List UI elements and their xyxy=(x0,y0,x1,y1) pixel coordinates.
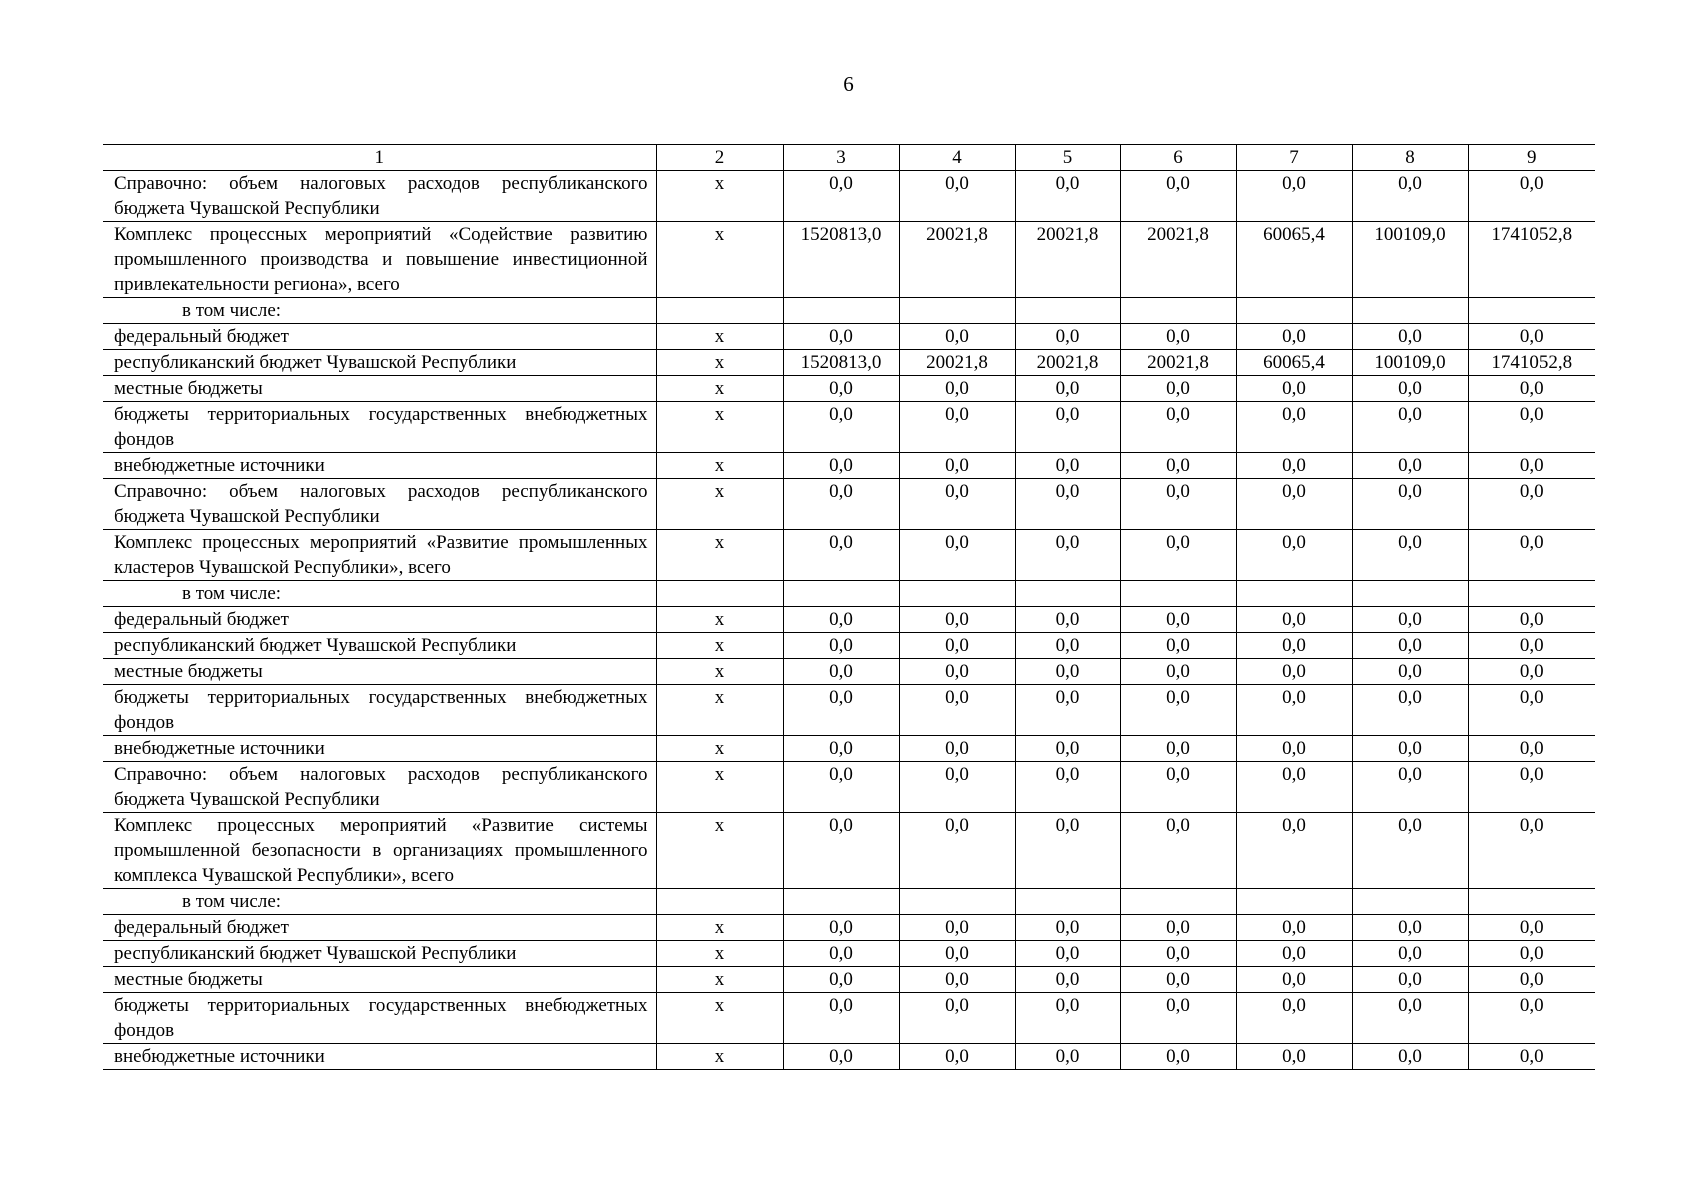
value-cell: 0,0 xyxy=(1236,762,1352,813)
row-label: Комплекс процессных мероприятий «Развитие промышленных кластеров Чувашской Республики», всего xyxy=(103,530,656,581)
value-cell: 20021,8 xyxy=(1015,222,1120,298)
row-label: бюджеты территориальных государственных внебюджетных фондов xyxy=(103,993,656,1044)
value-cell: 0,0 xyxy=(1352,736,1468,762)
row-label: Комплекс процессных мероприятий «Содействие развитию промышленного производства и повышение инвестиционной привлекательности региона», всего xyxy=(103,222,656,298)
value-cell: 0,0 xyxy=(1236,1044,1352,1070)
value-cell: 0,0 xyxy=(1120,993,1236,1044)
value-cell xyxy=(1120,889,1236,915)
value-cell: 0,0 xyxy=(1015,659,1120,685)
value-cell: 0,0 xyxy=(899,171,1015,222)
column-2-cell: х xyxy=(656,171,783,222)
value-cell: 0,0 xyxy=(899,376,1015,402)
value-cell: 0,0 xyxy=(899,479,1015,530)
column-2-cell: х xyxy=(656,324,783,350)
value-cell: 0,0 xyxy=(1015,530,1120,581)
column-2-cell: х xyxy=(656,941,783,967)
value-cell: 0,0 xyxy=(1352,1044,1468,1070)
value-cell: 60065,4 xyxy=(1236,222,1352,298)
value-cell: 0,0 xyxy=(783,633,899,659)
value-cell: 0,0 xyxy=(1236,736,1352,762)
value-cell: 0,0 xyxy=(1015,171,1120,222)
value-cell xyxy=(1468,298,1595,324)
table-row xyxy=(103,171,1595,222)
value-cell: 0,0 xyxy=(783,736,899,762)
value-cell: 1741052,8 xyxy=(1468,222,1595,298)
value-cell: 0,0 xyxy=(899,453,1015,479)
value-cell xyxy=(1015,298,1120,324)
row-label: Комплекс процессных мероприятий «Развитие системы промышленной безопасности в организациях промышленного комплекса Чувашской Республики», всего xyxy=(103,813,656,889)
value-cell: 0,0 xyxy=(1352,324,1468,350)
value-cell: 0,0 xyxy=(899,659,1015,685)
column-2-cell: х xyxy=(656,659,783,685)
value-cell: 0,0 xyxy=(1352,479,1468,530)
value-cell: 0,0 xyxy=(1468,813,1595,889)
value-cell: 0,0 xyxy=(899,993,1015,1044)
column-2-cell: х xyxy=(656,222,783,298)
table-row xyxy=(103,762,1595,813)
column-2-cell xyxy=(656,889,783,915)
value-cell: 100109,0 xyxy=(1352,222,1468,298)
value-cell: 0,0 xyxy=(1236,479,1352,530)
value-cell: 0,0 xyxy=(783,762,899,813)
row-label: республиканский бюджет Чувашской Республики xyxy=(103,941,656,967)
column-2-cell: х xyxy=(656,813,783,889)
value-cell: 0,0 xyxy=(1120,479,1236,530)
value-cell: 0,0 xyxy=(1015,633,1120,659)
row-label: бюджеты территориальных государственных внебюджетных фондов xyxy=(103,685,656,736)
value-cell xyxy=(1468,889,1595,915)
row-label: внебюджетные источники xyxy=(103,1044,656,1070)
value-cell: 0,0 xyxy=(1352,633,1468,659)
value-cell: 0,0 xyxy=(1120,915,1236,941)
page-number: 6 xyxy=(843,72,854,96)
value-cell: 0,0 xyxy=(783,915,899,941)
value-cell: 0,0 xyxy=(1352,813,1468,889)
value-cell: 0,0 xyxy=(1015,685,1120,736)
value-cell: 0,0 xyxy=(1015,479,1120,530)
value-cell xyxy=(1120,581,1236,607)
value-cell: 0,0 xyxy=(1352,453,1468,479)
value-cell xyxy=(783,298,899,324)
value-cell: 0,0 xyxy=(783,171,899,222)
subheading-label: в том числе: xyxy=(103,298,656,324)
table-row xyxy=(103,324,1595,350)
row-label: Справочно: объем налоговых расходов республиканского бюджета Чувашской Республики xyxy=(103,762,656,813)
value-cell: 0,0 xyxy=(1468,659,1595,685)
value-cell: 0,0 xyxy=(899,402,1015,453)
value-cell: 0,0 xyxy=(1352,376,1468,402)
value-cell: 0,0 xyxy=(1236,685,1352,736)
value-cell: 0,0 xyxy=(1468,1044,1595,1070)
column-number-5: 5 xyxy=(1015,145,1120,171)
table-row xyxy=(103,685,1595,736)
row-label: внебюджетные источники xyxy=(103,736,656,762)
value-cell: 0,0 xyxy=(1120,453,1236,479)
value-cell: 0,0 xyxy=(783,813,899,889)
column-2-cell: х xyxy=(656,350,783,376)
value-cell: 0,0 xyxy=(1468,402,1595,453)
value-cell: 0,0 xyxy=(1120,1044,1236,1070)
value-cell: 0,0 xyxy=(899,530,1015,581)
value-cell: 0,0 xyxy=(1120,967,1236,993)
value-cell: 0,0 xyxy=(1236,376,1352,402)
value-cell: 0,0 xyxy=(1236,967,1352,993)
value-cell: 0,0 xyxy=(1468,607,1595,633)
value-cell: 0,0 xyxy=(1468,736,1595,762)
value-cell xyxy=(1236,581,1352,607)
subheading-label: в том числе: xyxy=(103,581,656,607)
table-row xyxy=(103,607,1595,633)
value-cell xyxy=(783,889,899,915)
value-cell: 20021,8 xyxy=(899,222,1015,298)
table-row xyxy=(103,633,1595,659)
table-row xyxy=(103,376,1595,402)
column-number-4: 4 xyxy=(899,145,1015,171)
value-cell: 0,0 xyxy=(1120,685,1236,736)
value-cell: 0,0 xyxy=(1352,993,1468,1044)
value-cell: 0,0 xyxy=(899,607,1015,633)
value-cell: 0,0 xyxy=(783,530,899,581)
table-row xyxy=(103,941,1595,967)
value-cell: 0,0 xyxy=(1236,402,1352,453)
value-cell: 0,0 xyxy=(1120,762,1236,813)
value-cell: 0,0 xyxy=(783,941,899,967)
column-2-cell: х xyxy=(656,530,783,581)
table-row xyxy=(103,530,1595,581)
value-cell: 0,0 xyxy=(1015,762,1120,813)
value-cell: 0,0 xyxy=(1236,633,1352,659)
value-cell: 0,0 xyxy=(1120,530,1236,581)
value-cell: 0,0 xyxy=(1352,659,1468,685)
value-cell: 0,0 xyxy=(1015,324,1120,350)
value-cell: 0,0 xyxy=(1468,376,1595,402)
row-label: местные бюджеты xyxy=(103,659,656,685)
row-label: федеральный бюджет xyxy=(103,915,656,941)
value-cell: 0,0 xyxy=(783,453,899,479)
value-cell: 0,0 xyxy=(899,633,1015,659)
column-number-3: 3 xyxy=(783,145,899,171)
value-cell xyxy=(1236,298,1352,324)
value-cell xyxy=(1120,298,1236,324)
column-2-cell: х xyxy=(656,685,783,736)
subheading-row xyxy=(103,581,1595,607)
value-cell: 0,0 xyxy=(1468,941,1595,967)
table-row xyxy=(103,222,1595,298)
row-label: федеральный бюджет xyxy=(103,607,656,633)
table-row xyxy=(103,1044,1595,1070)
column-number-8: 8 xyxy=(1352,145,1468,171)
value-cell xyxy=(783,581,899,607)
value-cell: 0,0 xyxy=(1120,659,1236,685)
column-number-9: 9 xyxy=(1468,145,1595,171)
value-cell: 0,0 xyxy=(1015,967,1120,993)
value-cell: 60065,4 xyxy=(1236,350,1352,376)
column-2-cell: х xyxy=(656,762,783,813)
value-cell xyxy=(1352,581,1468,607)
subheading-row xyxy=(103,298,1595,324)
subheading-label: в том числе: xyxy=(103,889,656,915)
value-cell: 0,0 xyxy=(1120,736,1236,762)
value-cell: 0,0 xyxy=(1468,967,1595,993)
value-cell xyxy=(899,581,1015,607)
value-cell: 0,0 xyxy=(1120,813,1236,889)
column-2-cell: х xyxy=(656,633,783,659)
column-2-cell: х xyxy=(656,402,783,453)
value-cell: 100109,0 xyxy=(1352,350,1468,376)
row-label: республиканский бюджет Чувашской Республики xyxy=(103,350,656,376)
column-2-cell xyxy=(656,298,783,324)
column-2-cell: х xyxy=(656,967,783,993)
value-cell: 0,0 xyxy=(1468,993,1595,1044)
value-cell: 0,0 xyxy=(783,1044,899,1070)
value-cell: 0,0 xyxy=(1352,171,1468,222)
value-cell: 0,0 xyxy=(899,685,1015,736)
value-cell: 0,0 xyxy=(1120,324,1236,350)
value-cell: 1520813,0 xyxy=(783,350,899,376)
value-cell: 0,0 xyxy=(1352,530,1468,581)
row-label: республиканский бюджет Чувашской Республики xyxy=(103,633,656,659)
value-cell: 0,0 xyxy=(899,1044,1015,1070)
table-row xyxy=(103,813,1595,889)
value-cell: 0,0 xyxy=(899,967,1015,993)
value-cell: 0,0 xyxy=(1015,376,1120,402)
row-label: внебюджетные источники xyxy=(103,453,656,479)
row-label: местные бюджеты xyxy=(103,376,656,402)
header-row xyxy=(103,145,1595,171)
column-number-1: 1 xyxy=(103,145,656,171)
value-cell: 0,0 xyxy=(1236,993,1352,1044)
table-row xyxy=(103,453,1595,479)
value-cell: 0,0 xyxy=(1236,659,1352,685)
value-cell: 0,0 xyxy=(783,479,899,530)
column-2-cell: х xyxy=(656,607,783,633)
table-row xyxy=(103,479,1595,530)
value-cell: 0,0 xyxy=(1120,402,1236,453)
value-cell: 0,0 xyxy=(899,324,1015,350)
value-cell: 0,0 xyxy=(1352,685,1468,736)
value-cell: 0,0 xyxy=(783,967,899,993)
value-cell: 0,0 xyxy=(899,762,1015,813)
value-cell: 0,0 xyxy=(899,736,1015,762)
value-cell: 0,0 xyxy=(1120,376,1236,402)
value-cell: 0,0 xyxy=(1015,453,1120,479)
value-cell: 0,0 xyxy=(1352,915,1468,941)
value-cell: 0,0 xyxy=(783,659,899,685)
table-row xyxy=(103,736,1595,762)
value-cell: 0,0 xyxy=(1468,915,1595,941)
value-cell: 0,0 xyxy=(899,941,1015,967)
value-cell: 0,0 xyxy=(783,993,899,1044)
value-cell: 0,0 xyxy=(899,915,1015,941)
column-2-cell: х xyxy=(656,453,783,479)
value-cell xyxy=(1015,889,1120,915)
column-2-cell: х xyxy=(656,376,783,402)
value-cell: 0,0 xyxy=(1015,941,1120,967)
value-cell: 0,0 xyxy=(1015,402,1120,453)
value-cell: 0,0 xyxy=(1015,607,1120,633)
value-cell: 0,0 xyxy=(783,324,899,350)
row-label: бюджеты территориальных государственных внебюджетных фондов xyxy=(103,402,656,453)
value-cell: 0,0 xyxy=(1352,402,1468,453)
value-cell: 0,0 xyxy=(1015,813,1120,889)
value-cell xyxy=(899,298,1015,324)
value-cell: 0,0 xyxy=(1236,530,1352,581)
value-cell: 0,0 xyxy=(1236,915,1352,941)
value-cell: 0,0 xyxy=(1120,607,1236,633)
value-cell: 0,0 xyxy=(783,607,899,633)
column-2-cell: х xyxy=(656,915,783,941)
value-cell: 0,0 xyxy=(1468,479,1595,530)
value-cell: 0,0 xyxy=(783,376,899,402)
value-cell: 1741052,8 xyxy=(1468,350,1595,376)
row-label: местные бюджеты xyxy=(103,967,656,993)
value-cell xyxy=(1352,889,1468,915)
table-row xyxy=(103,967,1595,993)
value-cell: 0,0 xyxy=(1015,1044,1120,1070)
table-row xyxy=(103,659,1595,685)
value-cell: 0,0 xyxy=(1352,762,1468,813)
table-row xyxy=(103,993,1595,1044)
column-2-cell: х xyxy=(656,736,783,762)
column-number-7: 7 xyxy=(1236,145,1352,171)
column-number-6: 6 xyxy=(1120,145,1236,171)
value-cell: 0,0 xyxy=(1468,685,1595,736)
value-cell: 0,0 xyxy=(1236,607,1352,633)
value-cell: 0,0 xyxy=(899,813,1015,889)
value-cell: 0,0 xyxy=(1468,530,1595,581)
value-cell xyxy=(1015,581,1120,607)
column-2-cell: х xyxy=(656,993,783,1044)
table-row xyxy=(103,402,1595,453)
column-number-2: 2 xyxy=(656,145,783,171)
value-cell: 0,0 xyxy=(1120,941,1236,967)
value-cell xyxy=(1352,298,1468,324)
value-cell: 0,0 xyxy=(1468,171,1595,222)
value-cell: 0,0 xyxy=(1120,633,1236,659)
value-cell: 0,0 xyxy=(783,402,899,453)
value-cell: 1520813,0 xyxy=(783,222,899,298)
table-row xyxy=(103,350,1595,376)
value-cell: 0,0 xyxy=(1015,736,1120,762)
value-cell: 0,0 xyxy=(1352,967,1468,993)
row-label: федеральный бюджет xyxy=(103,324,656,350)
value-cell: 0,0 xyxy=(783,685,899,736)
column-2-cell: х xyxy=(656,479,783,530)
value-cell: 0,0 xyxy=(1352,607,1468,633)
value-cell: 20021,8 xyxy=(899,350,1015,376)
value-cell: 0,0 xyxy=(1468,762,1595,813)
table-row xyxy=(103,915,1595,941)
value-cell xyxy=(1468,581,1595,607)
row-label: Справочно: объем налоговых расходов республиканского бюджета Чувашской Республики xyxy=(103,171,656,222)
table-body xyxy=(103,145,1595,1070)
value-cell: 0,0 xyxy=(1236,941,1352,967)
value-cell xyxy=(1236,889,1352,915)
value-cell: 0,0 xyxy=(1352,941,1468,967)
value-cell: 0,0 xyxy=(1236,324,1352,350)
value-cell: 0,0 xyxy=(1236,453,1352,479)
value-cell: 0,0 xyxy=(1120,171,1236,222)
value-cell: 0,0 xyxy=(1015,993,1120,1044)
value-cell: 0,0 xyxy=(1468,324,1595,350)
column-2-cell: х xyxy=(656,1044,783,1070)
value-cell: 0,0 xyxy=(1015,915,1120,941)
row-label: Справочно: объем налоговых расходов республиканского бюджета Чувашской Республики xyxy=(103,479,656,530)
value-cell: 0,0 xyxy=(1468,453,1595,479)
value-cell: 0,0 xyxy=(1236,171,1352,222)
value-cell: 0,0 xyxy=(1236,813,1352,889)
subheading-row xyxy=(103,889,1595,915)
value-cell: 0,0 xyxy=(1468,633,1595,659)
value-cell: 20021,8 xyxy=(1120,222,1236,298)
value-cell: 20021,8 xyxy=(1120,350,1236,376)
value-cell xyxy=(899,889,1015,915)
value-cell: 20021,8 xyxy=(1015,350,1120,376)
budget-table xyxy=(103,144,1595,1070)
column-2-cell xyxy=(656,581,783,607)
